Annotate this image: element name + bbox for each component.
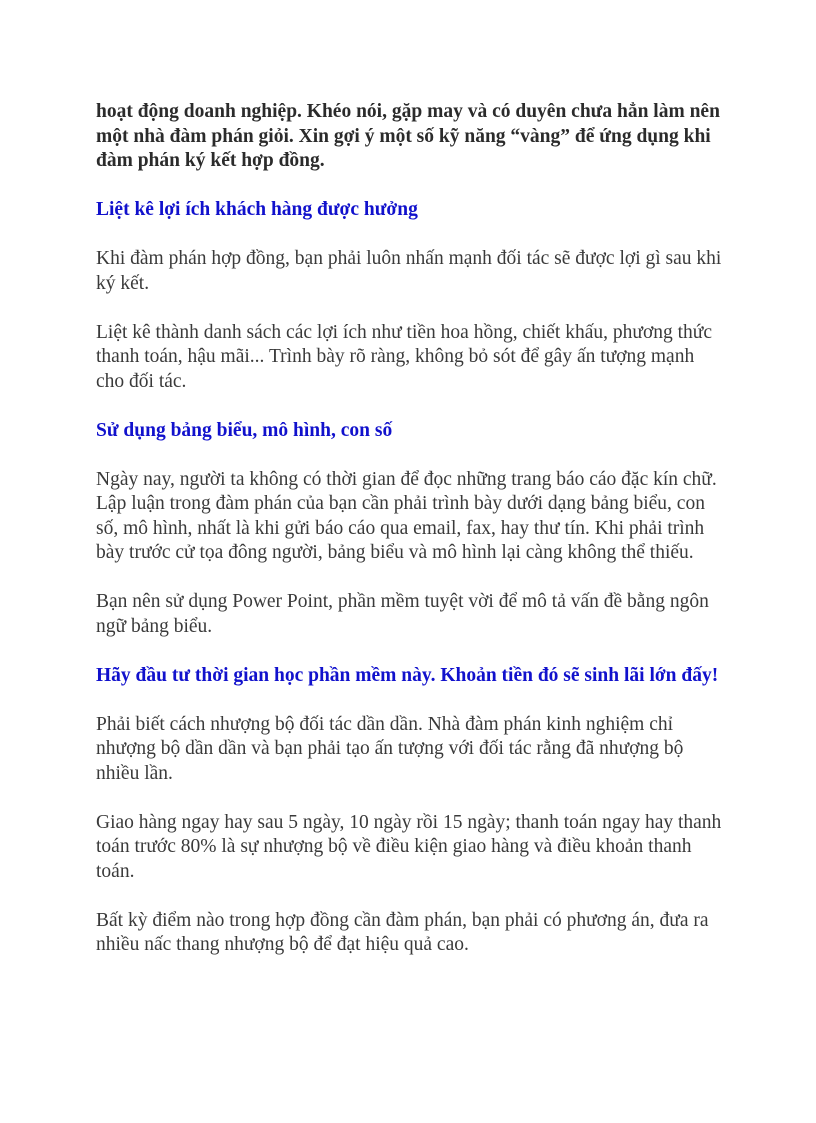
body-paragraph: Giao hàng ngay hay sau 5 ngày, 10 ngày rồi 15 ngày; thanh toán ngay hay thanh toán trước 80% là sự nhượng bộ về điều kiện giao hàng và điều khoản thanh toán. [96, 811, 722, 882]
body-paragraph: Bất kỳ điểm nào trong hợp đồng cần đàm phán, bạn phải có phương án, đưa ra nhiều nấc thang nhượng bộ để đạt hiệu quả cao. [96, 909, 709, 955]
section-heading-invest: Hãy đầu tư thời gian học phần mềm này. Khoản tiền đó sẽ sinh lãi lớn đấy! [96, 664, 719, 686]
body-paragraph: Liệt kê thành danh sách các lợi ích như tiền hoa hồng, chiết khấu, phương thức thanh toán, hậu mãi... Trình bày rõ ràng, không bỏ sót để gây ấn tượng mạnh cho đối tác. [96, 321, 713, 392]
document-page [96, 100, 726, 982]
body-paragraph: Ngày nay, người ta không có thời gian để đọc những trang báo cáo đặc kín chữ. Lập luận trong đàm phán của bạn cần phải trình bày dưới dạng bảng biểu, con số, mô hình, nhất là khi gửi báo cáo qua email, fax, hay thư tín. Khi phải trình bày trước cử tọa đông người, bảng biểu và mô hình lại càng không thể thiếu. [96, 468, 717, 563]
body-paragraph: Phải biết cách nhượng bộ đối tác dần dần. Nhà đàm phán kinh nghiệm chỉ nhượng bộ dần dần và bạn phải tạo ấn tượng với đối tác rằng đã nhượng bộ nhiều lần. [96, 713, 684, 784]
section-heading-charts: Sử dụng bảng biểu, mô hình, con số [96, 419, 393, 441]
body-paragraph: Khi đàm phán hợp đồng, bạn phải luôn nhấn mạnh đối tác sẽ được lợi gì sau khi ký kết. [96, 248, 722, 294]
section-heading-benefits: Liệt kê lợi ích khách hàng được hưởng [96, 199, 418, 220]
intro-paragraph: hoạt động doanh nghiệp. Khéo nói, gặp may và có duyên chưa hẳn làm nên một nhà đàm phán giỏi. Xin gợi ý một số kỹ năng “vàng” để ứng dụng khi đàm phán ký kết hợp đồng. [96, 101, 720, 171]
body-paragraph: Bạn nên sử dụng Power Point, phần mềm tuyệt vời để mô tả vấn đề bằng ngôn ngữ bảng biểu. [96, 591, 709, 637]
